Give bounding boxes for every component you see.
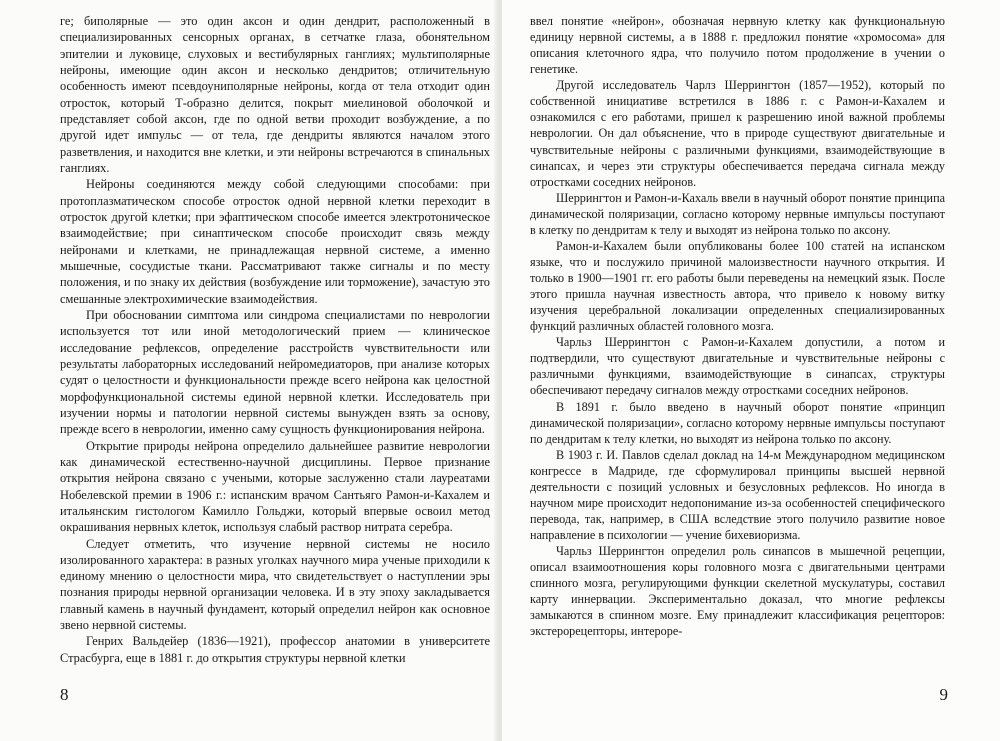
paragraph: При обосновании симптома или синдрома специалистами по неврологии используется тот или иной методологический прием — клиническое исследование рефлексов, определение расстройств чувствительности или результаты лабораторных исследований нейромедиаторов, при анализе которых судят о целостности и функциональности прежде всего нейрона как целостной морфофункциональной системы единой нервной клетки. Исследователь при изучении нормы и патологии нервной системы вынужден взять за основу, прежде всего в неврологии, именно саму сущность функционирования нейрона. — [60, 307, 490, 437]
paragraph: В 1903 г. И. Павлов сделал доклад на 14-м Международном медицинском конгрессе в Мадриде, где сформулировал принципы высшей нервной деятельности с позиций условных и безусловных рефлексов. Но иногда в научном мире происходит недопонимание из-за особенностей специфического перевода, так, например, в США вследствие этого получило развитие новое направление в психологии — учение бихевиоризма. — [530, 447, 945, 542]
paragraph: Генрих Вальдейер (1836—1921), профессор анатомии в университете Страсбурга, еще в 1881 г. до открытия структуры нервной клетки — [60, 634, 490, 665]
right-page-text — [530, 13, 945, 639]
paragraph: Чарльз Шеррингтон с Рамон-и-Кахалем допустили, а потом и подтвердили, что существуют двигательные и чувствительные нейроны с различными функциями, взаимодействующие в синапсах, структуры обеспечивают передачу сигналов между отростками соседних нейронов. — [530, 335, 945, 398]
paragraph: Нейроны соединяются между собой следующими способами: при протоплазматическом способе отросток одной нервной клетки переходит в отросток другой клетки; при эфаптическом способе имеется электротоническое взаимодействие; при синаптическом способе происходит связь между нейронами и клетками, не принадлежащая нервной системе, а именно мышечные, сосудистые ткани. Рассматривают также сигналы и по месту положения, и по знаку их действия (возбуждение или торможение), зачастую это смешанные электрохимические взаимодействия. — [60, 177, 490, 306]
left-page — [0, 0, 498, 741]
paragraph: Открытие природы нейрона определило дальнейшее развитие неврологии как динамической естественно-научной дисциплины. Первое признание открытия нейрона связано с учеными, которые заслуженно стали лауреатами Нобелевской премии в 1906 г.: испанским врачом Сантьяго Рамон-и-Кахалем и итальянским гистологом Камилло Гольджи, который впервые освоил метод окрашивания нервных клеток, используя слабый раствор нитрата серебра. — [60, 438, 490, 535]
paragraph: Шеррингтон и Рамон-и-Кахаль ввели в научный оборот понятие принципа динамической поляризации, согласно которому нервные импульсы поступают в клетку по дендритам к телу и выходят из нейрона только по аксону. — [530, 190, 945, 237]
right-page — [502, 0, 1000, 741]
page-number-left: 8 — [60, 685, 69, 704]
paragraph: Рамон-и-Кахалем были опубликованы более 100 статей на испанском языке, что и послужило причиной малоизвестности научного открытия. И только в 1900—1901 гг. его работы были переведены на немецкий язык. После этого пришла научная известность автора, что привело к новому витку изучения церебральной локализации определенных специализированных функций различных областей головного мозга. — [530, 238, 945, 334]
paragraph: Следует отметить, что изучение нервной системы не носило изолированного характера: в разных уголках научного мира ученые приходили к единому мнению о целостности мира, что свидетельствует о наступлении эры познания природы нервной организации человека. И в эту эпоху закладывается главный камень в научный фундамент, который определил нейрон как основное звено нервной системы. — [60, 536, 490, 633]
paragraph: ввел понятие «нейрон», обозначая нервную клетку как функциональную единицу нервной системы, а в 1888 г. предложил понятие «хромосома» для описания клеточного ядра, что получило потом продолжение в учении о генетике. — [530, 14, 945, 77]
paragraph: Другой исследователь Чарлз Шеррингтон (1857—1952), который по собственной инициативе встретился в 1886 г. с Рамон-и-Кахалем и ознакомился с его работами, пришел к разрешению иной важной проблемы неврологии. Он дал объяснение, что в природе существуют двигательные и чувствительные нейроны с различными функциями, взаимодействующие в синапсах, и через эти структуры обеспечивается передача сигнала между отростками соседних нейронов. — [530, 78, 945, 189]
paragraph: В 1891 г. было введено в научный оборот понятие «принцип динамической поляризации», согласно которому нервные импульсы поступают по дендритам к телу клетки, но выходят из нейрона только по аксону. — [530, 399, 945, 446]
left-page-text — [60, 13, 490, 666]
paragraph: Чарльз Шеррингтон определил роль синапсов в мышечной рецепции, описал взаимоотношения коры головного мозга с двигательными центрами спинного мозга, регулирующими функции скелетной мускулатуры, составил карту иннервации. Экспериментально доказал, что многие рефлексы замыкаются в спинном мозге. Ему принадлежит классификация рецепторов: экстерорецепторы, интероре- — [530, 544, 945, 639]
page-number-right: 9 — [939, 685, 948, 704]
paragraph: ге; биполярные — это один аксон и один дендрит, расположенный в специализированных сенсорных органах, в сетчатке глаза, обонятельном эпителии и луковице, слуховых и вестибулярных ганглиях; мультиполярные нейроны, имеющие один аксон и несколько дендритов; отличительную особенность имеют псевдоуниполярные нейроны, когда от тела отходит один отросток, который Т-образно делится, покрыт миелиновой оболочкой и представляет собой аксон, где по одной ветви проходит возбуждение, а по другой идет импульс — от тела, где дендриты являются началом этого разветвления, и находится вне клетки, и эти нейроны встречаются в спинальных ганглиях. — [60, 14, 490, 175]
